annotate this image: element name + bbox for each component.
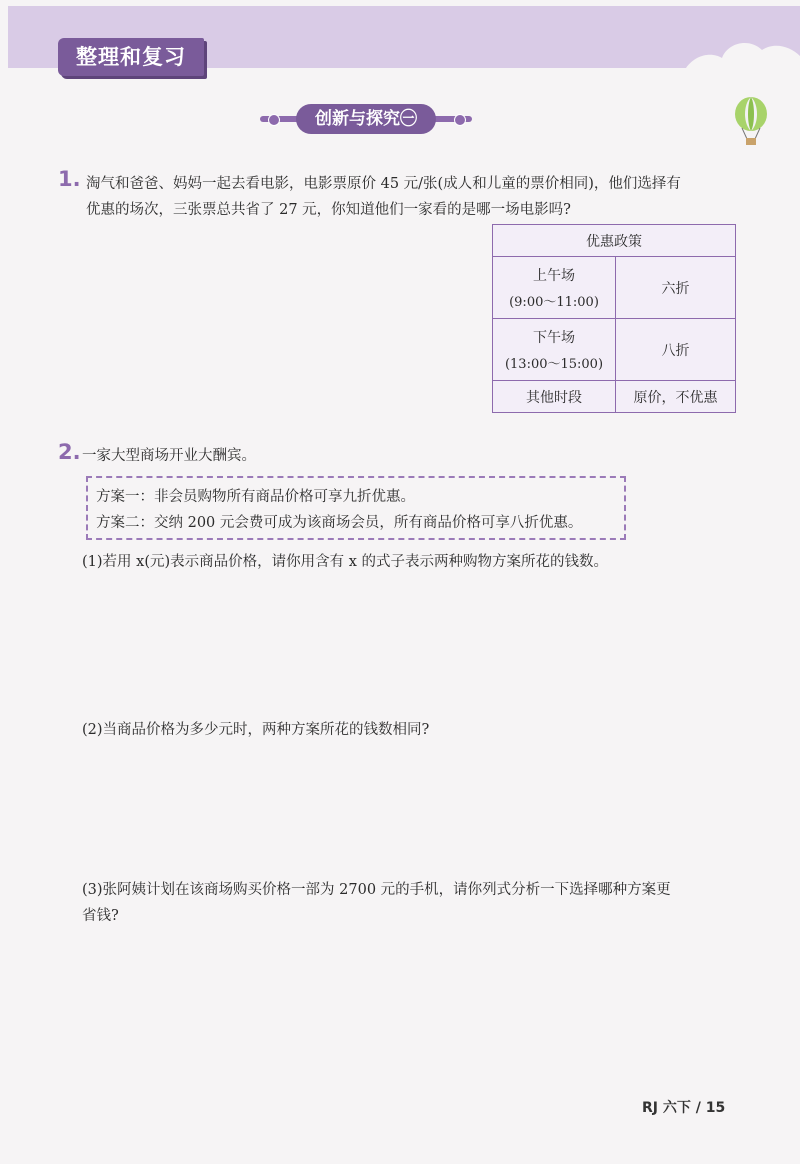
sub-question-3: (3)张阿姨计划在该商场购买价格一部为 2700 元的手机，请你列式分析一下选择哪种方案更	[82, 882, 671, 898]
table-cell-discount: 原价，不优惠	[616, 381, 736, 413]
sub-question-2: (2)当商品价格为多少元时，两种方案所花的钱数相同?	[82, 722, 430, 738]
session-label: 上午场	[533, 268, 575, 284]
plan-1-text: 方案一：非会员购物所有商品价格可享九折优惠。	[96, 489, 415, 505]
session-time: (13:00～15:00)	[504, 357, 604, 372]
question-2-intro: 一家大型商场开业大酬宾。	[82, 448, 256, 464]
section-banner	[260, 104, 472, 134]
discount-policy-table	[492, 224, 736, 413]
table-header: 优惠政策	[493, 225, 736, 257]
table-row	[493, 319, 736, 381]
table-row	[493, 381, 736, 413]
banner-dot	[268, 114, 280, 126]
table-cell-discount: 八折	[616, 319, 736, 381]
balloon-icon	[730, 96, 772, 146]
table-cell-session	[493, 319, 616, 381]
section-title: 整理和复习	[76, 45, 186, 69]
banner-pill	[296, 104, 436, 134]
table-cell-session: 其他时段	[493, 381, 616, 413]
table-header-row	[493, 225, 736, 257]
banner-title: 创新与探究㊀	[315, 109, 417, 129]
section-title-tab	[58, 38, 204, 76]
session-label: 下午场	[533, 330, 575, 346]
page-number: RJ 六下 / 15	[642, 1100, 726, 1116]
question-1-number: 1.	[58, 167, 81, 191]
banner-dot	[454, 114, 466, 126]
table-row	[493, 257, 736, 319]
session-time: (9:00～11:00)	[509, 295, 599, 310]
plan-2-text: 方案二：交纳 200 元会费可成为该商场会员，所有商品价格可享八折优惠。	[96, 515, 583, 531]
sub-question-3-continued: 省钱?	[82, 908, 119, 924]
question-2-number: 2.	[58, 440, 81, 464]
question-1-text: 淘气和爸爸、妈妈一起去看电影，电影票原价 45 元/张(成人和儿童的票价相同)，他们选择有	[86, 176, 681, 192]
table-cell-discount: 六折	[616, 257, 736, 319]
sub-question-1: (1)若用 x(元)表示商品价格，请你用含有 x 的式子表示两种购物方案所花的钱数。	[82, 554, 609, 570]
table-cell-session	[493, 257, 616, 319]
question-1-text: 优惠的场次，三张票总共省了 27 元，你知道他们一家看的是哪一场电影吗?	[86, 202, 571, 218]
